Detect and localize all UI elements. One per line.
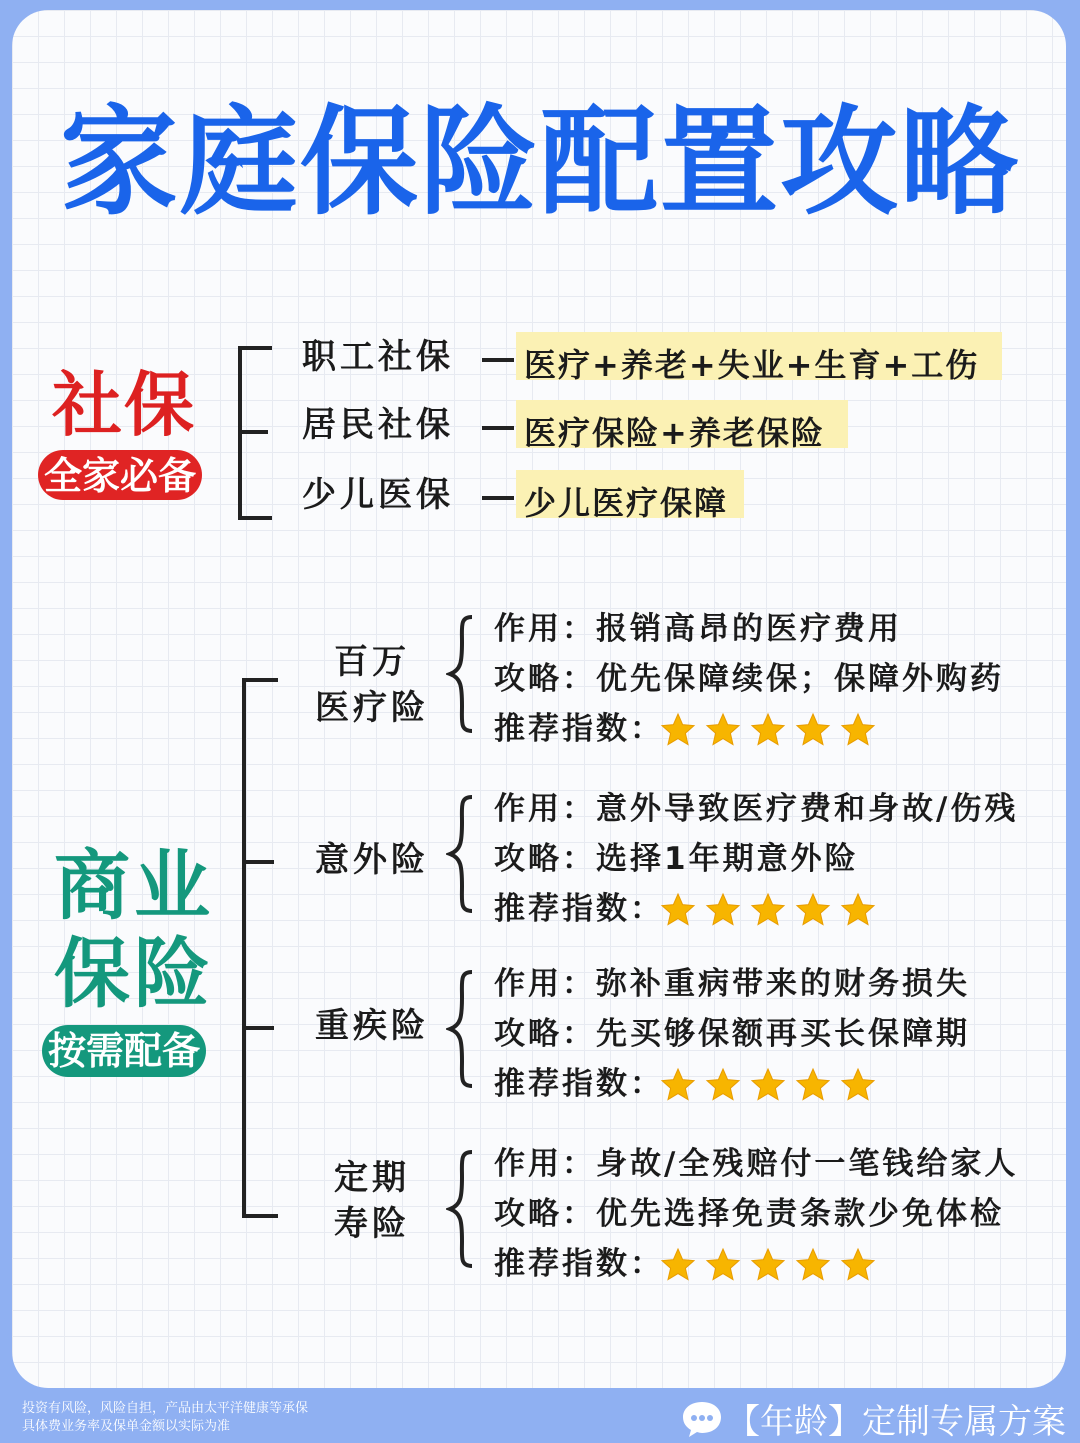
rating-label: 推荐指数：	[494, 1246, 664, 1282]
page-title: 家庭保险配置攻略	[59, 93, 1020, 231]
star-icon	[795, 1247, 831, 1283]
commercial-heading-line1: 商业	[54, 841, 214, 930]
social-item-detail: 医疗+养老+失业+生育+工伤	[516, 332, 1002, 380]
commercial-bracket	[242, 678, 278, 1218]
rating-stars	[660, 1247, 876, 1283]
social-bracket-tick	[238, 430, 268, 434]
curly-brace	[446, 614, 476, 734]
social-item-detail: 少儿医疗保障	[516, 470, 744, 518]
star-icon	[750, 1247, 786, 1283]
disclaimer-line: 投资有风险，风险自担，产品由太平洋健康等承保	[22, 1401, 309, 1416]
social-heading: 社保	[52, 364, 196, 446]
connector-dash	[482, 426, 514, 430]
curly-brace	[446, 969, 476, 1089]
product-strategy: 攻略：选择1年期意外险	[494, 841, 859, 877]
star-icon	[750, 1067, 786, 1103]
cta-text: 【年龄】定制专属方案	[726, 1402, 1066, 1442]
star-icon	[795, 1067, 831, 1103]
social-item-label: 职工社保	[302, 337, 454, 377]
rating-stars	[660, 1067, 876, 1103]
star-icon	[660, 712, 696, 748]
disclaimer-line: 具体费业务率及保单金额以实际为准	[22, 1419, 231, 1435]
rating-stars	[660, 712, 876, 748]
star-icon	[795, 712, 831, 748]
star-icon	[660, 1067, 696, 1103]
product-strategy: 攻略：优先保障续保；保障外购药	[494, 661, 1004, 697]
disclaimer	[22, 1400, 308, 1436]
star-icon	[840, 1247, 876, 1283]
star-icon	[705, 892, 741, 928]
rating-label: 推荐指数：	[494, 891, 664, 927]
star-icon	[840, 712, 876, 748]
product-function: 作用：意外导致医疗费和身故/伤残	[494, 791, 1019, 827]
star-icon	[705, 1067, 741, 1103]
connector-dash	[482, 496, 514, 500]
product-name: 定期 寿险	[334, 1158, 410, 1244]
star-icon	[660, 1247, 696, 1283]
star-icon	[840, 892, 876, 928]
rating-label: 推荐指数：	[494, 1066, 664, 1102]
star-icon	[750, 892, 786, 928]
product-strategy: 攻略：先买够保额再买长保障期	[494, 1016, 970, 1052]
commercial-badge: 按需配备	[42, 1025, 206, 1077]
curly-brace	[446, 794, 476, 914]
product-function: 作用：弥补重病带来的财务损失	[494, 966, 970, 1002]
social-item-label: 居民社保	[302, 405, 454, 445]
social-item-detail: 医疗保险+养老保险	[516, 400, 848, 448]
connector-dash	[482, 358, 514, 362]
cta-link[interactable]	[680, 1394, 1066, 1443]
product-name: 百万 医疗险	[315, 642, 429, 728]
product-strategy: 攻略：优先选择免责条款少免体检	[494, 1196, 1004, 1232]
star-icon	[750, 712, 786, 748]
rating-label: 推荐指数：	[494, 711, 664, 747]
chat-bubble-icon	[680, 1399, 724, 1439]
product-name: 意外险	[315, 840, 429, 880]
social-item-label: 少儿医保	[302, 475, 454, 515]
product-name: 重疾险	[315, 1006, 429, 1046]
star-icon	[660, 892, 696, 928]
star-icon	[840, 1067, 876, 1103]
curly-brace	[446, 1149, 476, 1269]
commercial-bracket-tick	[242, 1026, 274, 1030]
social-badge: 全家必备	[38, 450, 202, 500]
commercial-heading-line2: 保险	[54, 929, 214, 1018]
product-function: 作用：身故/全残赔付一笔钱给家人	[494, 1146, 1019, 1182]
star-icon	[705, 712, 741, 748]
star-icon	[795, 892, 831, 928]
commercial-bracket-tick	[242, 860, 274, 864]
star-icon	[705, 1247, 741, 1283]
product-function: 作用：报销高昂的医疗费用	[494, 611, 902, 647]
rating-stars	[660, 892, 876, 928]
